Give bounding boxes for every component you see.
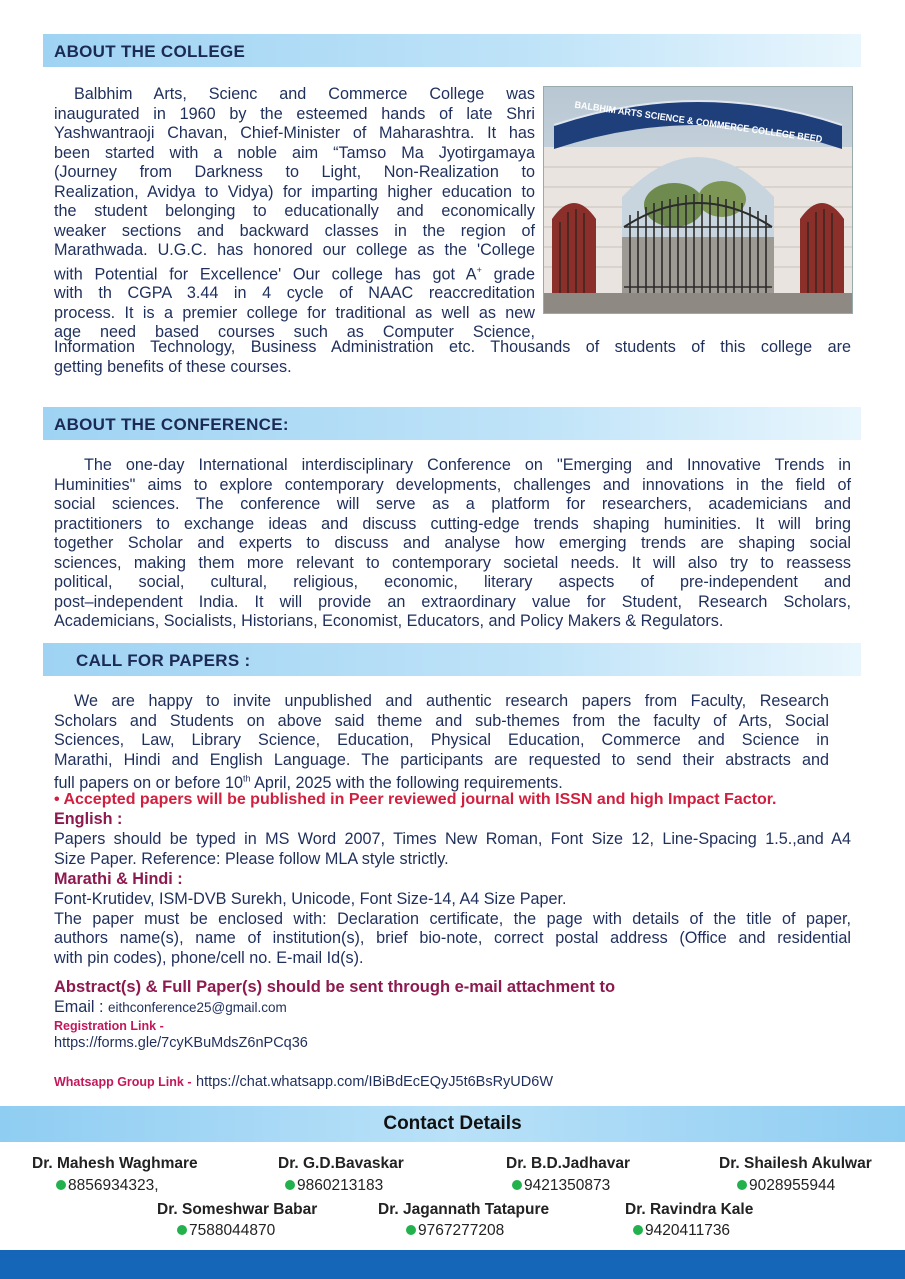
text-line: Realization, Avidya to Vidya) for imparting higher education to <box>54 182 535 201</box>
accepted-papers-note: • Accepted papers will be published in Peer reviewed journal with ISSN and high Impact Factor. <box>54 791 777 808</box>
whatsapp-icon <box>406 1225 416 1235</box>
contact-heading: Contact Details <box>383 1113 522 1134</box>
whatsapp-icon <box>56 1180 66 1190</box>
text-line: age need based courses such as Computer Science, <box>54 323 535 342</box>
contact-name: Dr. B.D.Jadhavar <box>506 1155 631 1172</box>
marathi-hindi-heading: Marathi & Hindi : <box>54 870 183 888</box>
whatsapp-link[interactable]: https://chat.whatsapp.com/IBiBdEcEQyJ5t6BsRyUD6W <box>196 1074 553 1090</box>
whatsapp-icon <box>633 1225 643 1235</box>
contact-name: Dr. Ravindra Kale <box>625 1201 754 1218</box>
college-heading: ABOUT THE COLLEGE <box>54 42 246 61</box>
text-line: authors name(s), name of institution(s), brief bio-note, correct postal address (Office and residential <box>54 929 851 947</box>
text-line: Academicians, Socialists, Historians, Economist, Educators, and Policy Makers & Regulators. <box>54 612 724 630</box>
text-line: Information Technology, Business Administration etc. Thousands of students of this college are <box>54 338 851 356</box>
contact-phone-number: 9028955944 <box>749 1177 836 1194</box>
text-line-grade <box>54 261 535 285</box>
text-line: process. It is a premier college for traditional as well as new <box>54 303 535 322</box>
text-line: getting benefits of these courses. <box>54 357 292 376</box>
contact-phone-number: 9767277208 <box>418 1222 505 1239</box>
text-line: together Scholar and experts to discuss and analyse how emerging trends are shaping social <box>54 534 851 552</box>
whatsapp-icon <box>737 1180 747 1190</box>
college-gate-photo <box>543 86 853 314</box>
text-line: practitioners to exchange ideas and discuss cutting-edge trends shaping huminities. It will bring <box>54 514 851 533</box>
text-line: The one-day International interdisciplinary Conference on "Emerging and Innovative Trends in <box>84 456 851 474</box>
contact-phone-number: 8856934323, <box>68 1177 159 1194</box>
conference-heading: ABOUT THE CONFERENCE: <box>54 415 289 434</box>
contact-phone[interactable] <box>56 1177 159 1195</box>
text-fragment: full papers on or before 10 <box>54 774 243 793</box>
text-line: the student belonging to educationally and economically <box>54 202 535 220</box>
text-line: sciences, making them more relevant to contemporary societal needs. It will also try to reassess <box>54 553 851 572</box>
grade-superscript: + <box>476 264 482 275</box>
contact-name: Dr. G.D.Bavaskar <box>278 1155 404 1172</box>
contact-name: Dr. Jagannath Tatapure <box>378 1201 550 1218</box>
college-paragraph <box>54 85 535 343</box>
contact-phone[interactable] <box>285 1177 383 1195</box>
whatsapp-icon <box>177 1225 187 1235</box>
text-line: Huminities" aims to explore contemporary developments, challenges and innovations in the field of <box>54 475 851 494</box>
registration-label: Registration Link - <box>54 1019 164 1033</box>
contact-phone[interactable] <box>512 1177 610 1195</box>
footer-bar <box>0 1250 905 1279</box>
call-paragraph <box>54 692 829 794</box>
gate-sign-text: BALBHIM ARTS SCIENCE & COMMERCE COLLEGE BEED <box>573 99 836 148</box>
text-line: Font-Krutidev, ISM-DVB Surekh, Unicode, Font Size-14, A4 Size Paper. <box>54 890 567 908</box>
contact-phone[interactable] <box>406 1222 504 1240</box>
email-label: Email : <box>54 998 104 1016</box>
text-line: weaker sections and backward classes in the region of <box>54 221 535 240</box>
contact-phone-number: 9860213183 <box>297 1177 384 1194</box>
text-line: Marathwada. U.G.C. has honored our college as the 'College <box>54 241 535 259</box>
contact-phone[interactable] <box>737 1177 835 1195</box>
college-paragraph-tail <box>54 338 851 377</box>
email-row <box>54 998 287 1018</box>
text-line: Balbhim Arts, Scienc and Commerce College was <box>74 85 535 103</box>
deadline-superscript: th <box>242 774 251 784</box>
text-line: Papers should be typed in MS Word 2007, Times New Roman, Font Size 12, Line-Spacing 1.5.,and A4 <box>54 830 851 848</box>
contact-phone-number: 9420411736 <box>645 1222 731 1239</box>
text-line: Size Paper. Reference: Please follow MLA style strictly. <box>54 849 449 868</box>
text-line: been started with a noble aim “Tamso Ma Jyotirgamaya <box>54 143 535 162</box>
text-fragment: April, 2025 with the following requirements. <box>254 774 563 793</box>
text-line: Marathi, Hindi and English Language. The participants are requested to send their abstracts and <box>54 750 829 769</box>
text-line: with pin codes), phone/cell no. E-mail Id(s). <box>54 948 364 967</box>
call-heading: CALL FOR PAPERS : <box>76 651 251 670</box>
text-line: We are happy to invite unpublished and authentic research papers from Faculty, Research <box>74 692 829 710</box>
text-line: post–independent India. It will provide an extraordinary value for Student, Research Scholars, <box>54 592 851 611</box>
english-requirements <box>54 830 851 869</box>
whatsapp-label: Whatsapp Group Link - <box>54 1075 192 1089</box>
contact-name: Dr. Mahesh Waghmare <box>32 1155 198 1172</box>
whatsapp-icon <box>512 1180 522 1190</box>
contact-phone[interactable] <box>177 1222 275 1240</box>
conference-paragraph <box>54 456 851 632</box>
text-line: Scholars and Students on above said theme and sub-themes from the faculty of Arts, Social <box>54 711 829 730</box>
text-line: inaugurated in 1960 by the esteemed hands of late Shri <box>54 104 535 123</box>
text-line: The paper must be enclosed with: Declaration certificate, the page with details of the title of paper, <box>54 909 851 928</box>
college-gate-illustration <box>544 87 852 313</box>
registration-link[interactable]: https://forms.gle/7cyKBuMdsZ6nPCq36 <box>54 1035 308 1051</box>
text-line: with th CGPA 3.44 in 4 cycle of NAAC reaccreditation <box>54 284 535 303</box>
text-line: Yashwantraoji Chavan, Chief-Minister of Maharashtra. It has <box>54 124 535 142</box>
whatsapp-row <box>54 1072 553 1093</box>
text-line: Sciences, Law, Library Science, Education, Physical Education, Commerce and Science in <box>54 731 829 749</box>
text-fragment: grade <box>493 264 536 283</box>
whatsapp-icon <box>285 1180 295 1190</box>
contact-phone-number: 9421350873 <box>524 1177 611 1194</box>
contact-phone-number: 7588044870 <box>189 1222 276 1239</box>
email-link[interactable]: eithconference25@gmail.com <box>107 1000 287 1015</box>
text-line: political, social, cultural, religious, economic, literary aspects of pre-independent and <box>54 573 851 591</box>
text-line: (Journey from Darkness to Light, Non-Realization to <box>54 163 535 181</box>
submission-note: Abstract(s) & Full Paper(s) should be sent through e-mail attachment to <box>54 978 616 996</box>
contact-phone[interactable] <box>633 1222 730 1240</box>
contact-name: Dr. Shailesh Akulwar <box>719 1155 872 1172</box>
english-heading: English : <box>54 810 123 828</box>
text-fragment: with Potential for Excellence' Our college has got A <box>54 264 477 283</box>
text-line: social sciences. The conference will serve as a platform for researchers, academicians and <box>54 495 851 513</box>
contact-name: Dr. Someshwar Babar <box>157 1201 318 1218</box>
marathi-hindi-requirements <box>54 890 851 968</box>
